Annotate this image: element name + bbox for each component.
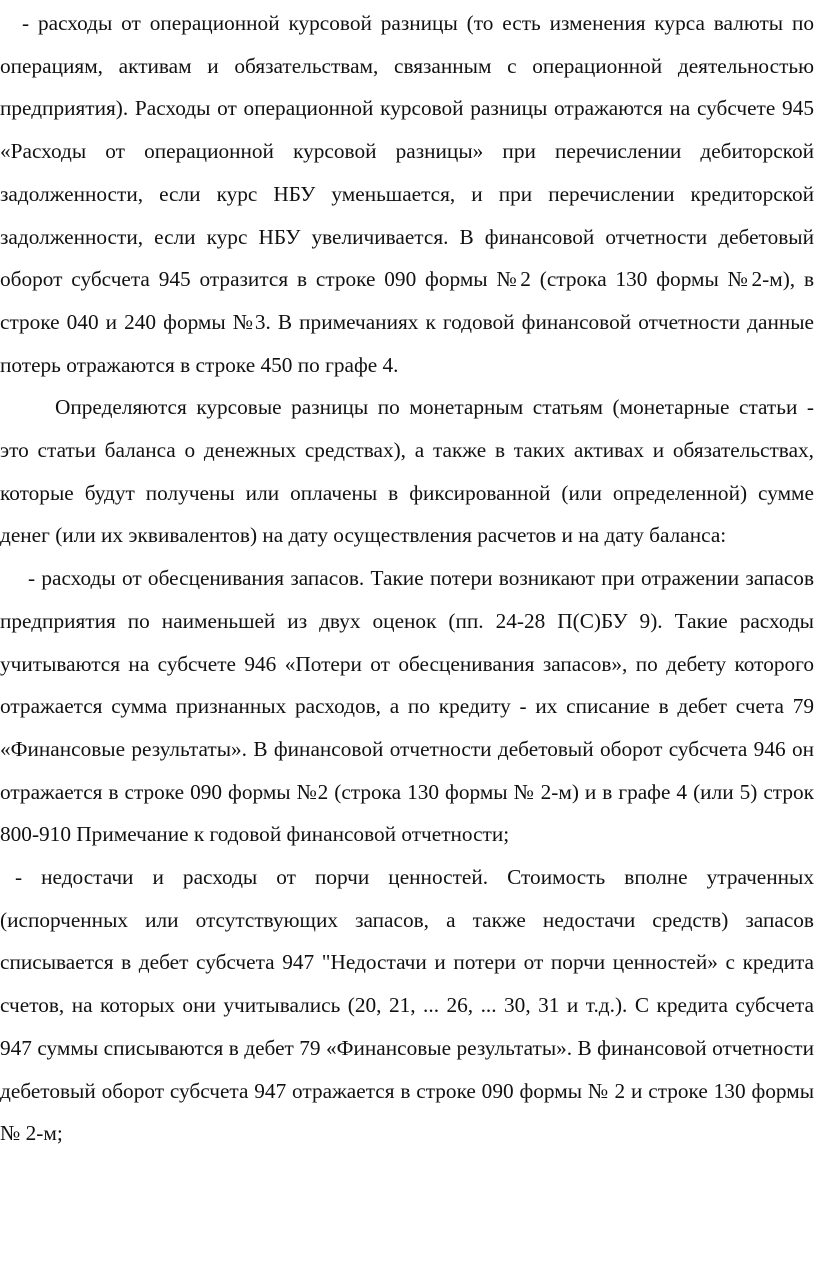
paragraph-exchange-differences-definition: Определяются курсовые разницы по монетарным статьям (монетарные статьи - это статьи баланса о денежных средствах), а также в таких активах и обязательствах, которые будут получены или оплачены в фиксированной (или определенной) сумме денег (или их эквивалентов) на дату осуществления расчетов и на дату баланса: bbox=[0, 395, 814, 548]
paragraph-shortages-and-spoilage: - недостачи и расходы от порчи ценностей. Стоимость вполне утраченных (испорченных или отсутствующих запасов, а также недостачи средств) запасов списывается в дебет субсчета 947 "Недостачи и потери от порчи ценностей» с кредита счетов, на которых они учитывались (20, 21, ... 26, ... 30, 31 и т.д.). С кредита субсчета 947 суммы списываются в дебет 79 «Финансовые результаты». В финансовой отчетности дебетовый оборот субсчета 947 отражается в строке 090 формы № 2 и строке 130 формы № 2-м; bbox=[0, 865, 814, 1146]
paragraph-operational-exchange-losses: - расходы от операционной курсовой разницы (то есть изменения курса валюты по операциям, активам и обязательствам, связанным с операционной деятельностью предприятия). Расходы от операционной курсовой разницы отражаются на субсчете 945 «Расходы от операционной курсовой разницы» при перечислении дебиторской задолженности, если курс НБУ уменьшается, и при перечислении кредиторской задолженности, если курс НБУ увеличивается. В финансовой отчетности дебетовый оборот субсчета 945 отразится в строке 090 формы №2 (строка 130 формы №2-м), в строке 040 и 240 формы №3. В примечаниях к годовой финансовой отчетности данные потерь отражаются в строке 450 по графе 4. bbox=[0, 11, 814, 377]
paragraph-inventory-impairment: - расходы от обесценивания запасов. Такие потери возникают при отражении запасов предприятия по наименьшей из двух оценок (пп. 24-28 П(С)БУ 9). Такие расходы учитываются на субсчете 946 «Потери от обесценивания запасов», по дебету которого отражается сумма признанных расходов, а по кредиту - их списание в дебет счета 79 «Финансовые результаты». В финансовой отчетности дебетовый оборот субсчета 946 он отражается в строке 090 формы №2 (строка 130 формы № 2-м) и в графе 4 (или 5) строк 800-910 Примечание к годовой финансовой отчетности; bbox=[0, 566, 814, 847]
document-page bbox=[0, 2, 816, 1155]
